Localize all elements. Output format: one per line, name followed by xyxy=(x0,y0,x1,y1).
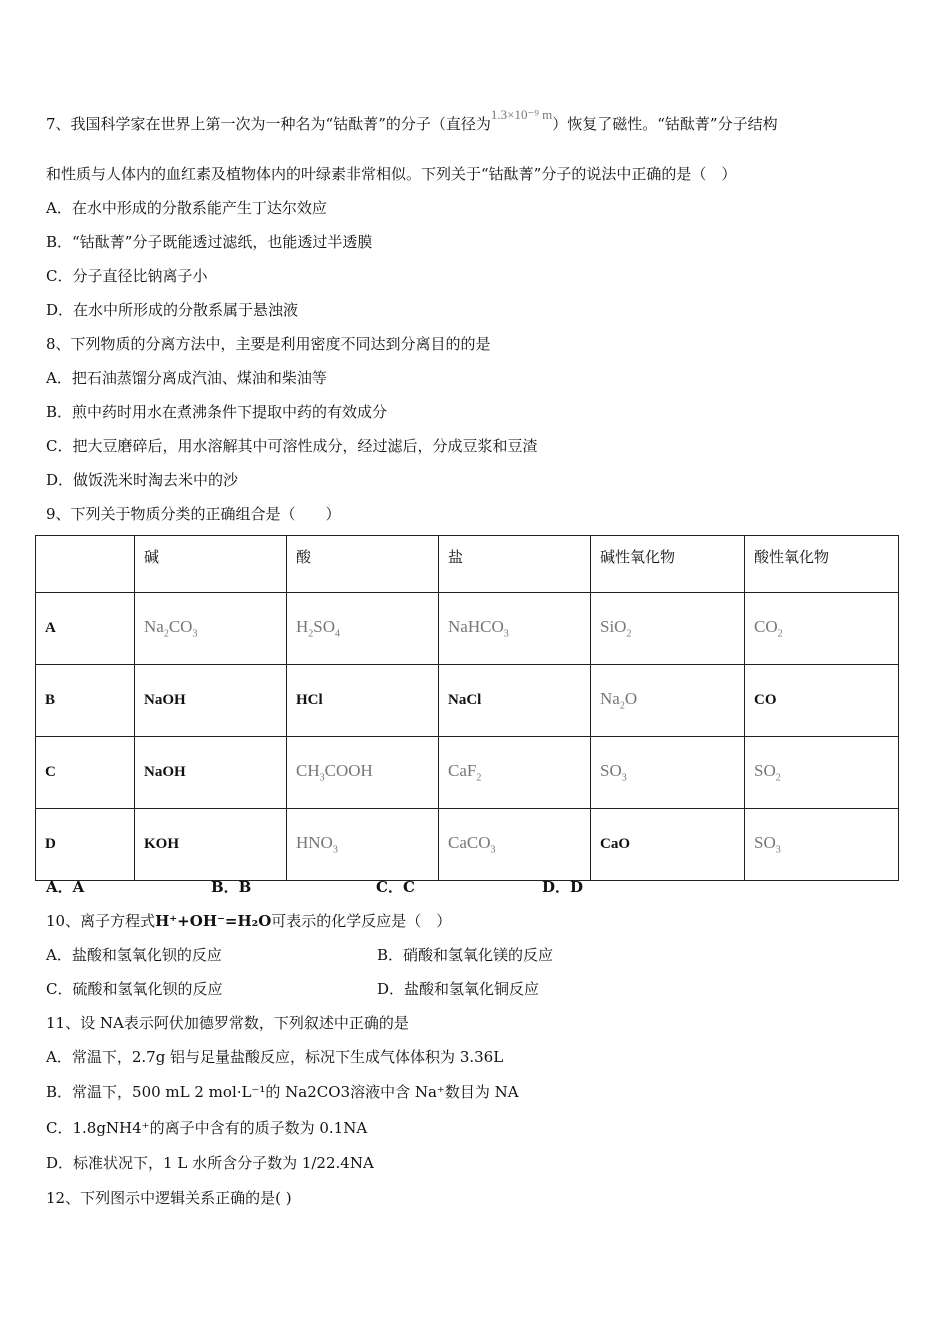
formula-cell: $Na_2CO_3$ xyxy=(135,593,287,665)
formula-cell: NaCl xyxy=(439,665,591,737)
q10-options-row2 xyxy=(46,979,539,999)
q10-option-c: C．硫酸和氢氧化钡的反应 xyxy=(46,980,223,998)
row-label: B xyxy=(36,665,135,737)
q7-diameter: 1.3×10⁻⁹ m xyxy=(490,107,553,122)
q8-option-b: B．煎中药时用水在煮沸条件下提取中药的有效成分 xyxy=(46,403,388,421)
formula-cell: SiO$_2$ xyxy=(591,593,745,665)
formula-cell: CO xyxy=(745,665,899,737)
classification-table xyxy=(35,535,899,881)
q10-option-b: B．硝酸和氢氧化镁的反应 xyxy=(377,946,554,964)
table-row xyxy=(36,737,899,809)
row-label: D xyxy=(36,809,135,881)
table-row xyxy=(36,809,899,881)
formula-cell: $CH_3COOH$ xyxy=(287,737,439,809)
header-salt: 盐 xyxy=(439,536,591,593)
q10-equation: H⁺+OH⁻=H₂O xyxy=(155,912,272,930)
q7-stem-prefix: 7、我国科学家在世界上第一次为一种名为“钴酞菁”的分子（直径为 xyxy=(46,115,491,133)
header-base: 碱 xyxy=(135,536,287,593)
q11-stem: 11、设 NA表示阿伏加德罗常数，下列叙述中正确的是 xyxy=(46,1014,409,1032)
q8-option-d: D．做饭洗米时淘去米中的沙 xyxy=(46,471,239,489)
q10-stem-prefix: 10、离子方程式 xyxy=(46,912,156,930)
q11-option-d: D．标准状况下，1 L 水所含分子数为 1/22.4NA xyxy=(46,1154,374,1172)
header-acid: 酸 xyxy=(287,536,439,593)
formula-cell: $SO_3$ xyxy=(591,737,745,809)
row-label: A xyxy=(36,593,135,665)
table-row xyxy=(36,665,899,737)
q8-option-c: C．把大豆磨碎后，用水溶解其中可溶性成分，经过滤后，分成豆浆和豆渣 xyxy=(46,437,538,455)
formula-cell: HCl xyxy=(287,665,439,737)
q9-option-d: D．D xyxy=(542,878,584,896)
formula-cell: NaOH xyxy=(135,737,287,809)
formula-cell: $CO_2$ xyxy=(745,593,899,665)
formula-cell: $HNO_3$ xyxy=(287,809,439,881)
q7-stem-line1 xyxy=(46,107,778,135)
q9-stem: 9、下列关于物质分类的正确组合是（ ） xyxy=(46,505,341,523)
q8-option-a: A．把石油蒸馏分离成汽油、煤油和柴油等 xyxy=(46,369,327,387)
q11-option-c: C．1.8gNH4⁺的离子中含有的质子数为 0.1NA xyxy=(46,1119,368,1137)
formula-cell: $Na_2O$ xyxy=(591,665,745,737)
q10-option-d: D．盐酸和氢氧化铜反应 xyxy=(377,980,540,998)
q10-options-row1 xyxy=(46,945,553,965)
q10-option-a: A．盐酸和氢氧化钡的反应 xyxy=(46,946,222,964)
formula-cell: KOH xyxy=(135,809,287,881)
q7-option-a: A．在水中形成的分散系能产生丁达尔效应 xyxy=(46,199,327,217)
q8-stem: 8、下列物质的分离方法中，主要是利用密度不同达到分离目的的是 xyxy=(46,335,491,353)
q10-stem-suffix: 可表示的化学反应是（ ） xyxy=(271,912,452,930)
q7-stem-suffix: ）恢复了磁性。“钴酞菁”分子结构 xyxy=(552,115,778,133)
formula-cell: CaF$_2$ xyxy=(439,737,591,809)
header-empty xyxy=(36,536,135,593)
q9-options xyxy=(46,877,583,897)
table-row xyxy=(36,593,899,665)
formula-cell: CaCO$_3$ xyxy=(439,809,591,881)
q7-option-b: B．“钴酞菁”分子既能透过滤纸，也能透过半透膜 xyxy=(46,233,373,251)
row-label: C xyxy=(36,737,135,809)
formula-cell: NaHCO$_3$ xyxy=(439,593,591,665)
q7-stem-line2: 和性质与人体内的血红素及植物体内的叶绿素非常相似。下列关于“钴酞菁”分子的说法中正确的是（ ） xyxy=(46,165,737,183)
formula-cell: $SO_2$ xyxy=(745,737,899,809)
formula-cell: CaO xyxy=(591,809,745,881)
q12-stem: 12、下列图示中逻辑关系正确的是( ) xyxy=(46,1189,292,1207)
q9-option-b: B．B xyxy=(211,878,252,896)
formula-cell: NaOH xyxy=(135,665,287,737)
q7-option-d: D．在水中所形成的分散系属于悬浊液 xyxy=(46,301,299,319)
q9-option-c: C．C xyxy=(376,878,415,896)
table-header-row xyxy=(36,536,899,593)
q9-option-a: A．A xyxy=(46,878,85,896)
q7-option-c: C．分子直径比钠离子小 xyxy=(46,267,208,285)
q11-option-b: B．常温下，500 mL 2 mol·L⁻¹的 Na2CO3溶液中含 Na⁺数目为 NA xyxy=(46,1083,519,1101)
q11-option-a: A．常温下，2.7g 铝与足量盐酸反应，标况下生成气体体积为 3.36L xyxy=(46,1048,504,1066)
formula-cell: $H_2SO_4$ xyxy=(287,593,439,665)
formula-cell: $SO_3$ xyxy=(745,809,899,881)
header-basic-oxide: 碱性氧化物 xyxy=(591,536,745,593)
q10-stem xyxy=(46,911,451,931)
header-acidic-oxide: 酸性氧化物 xyxy=(745,536,899,593)
